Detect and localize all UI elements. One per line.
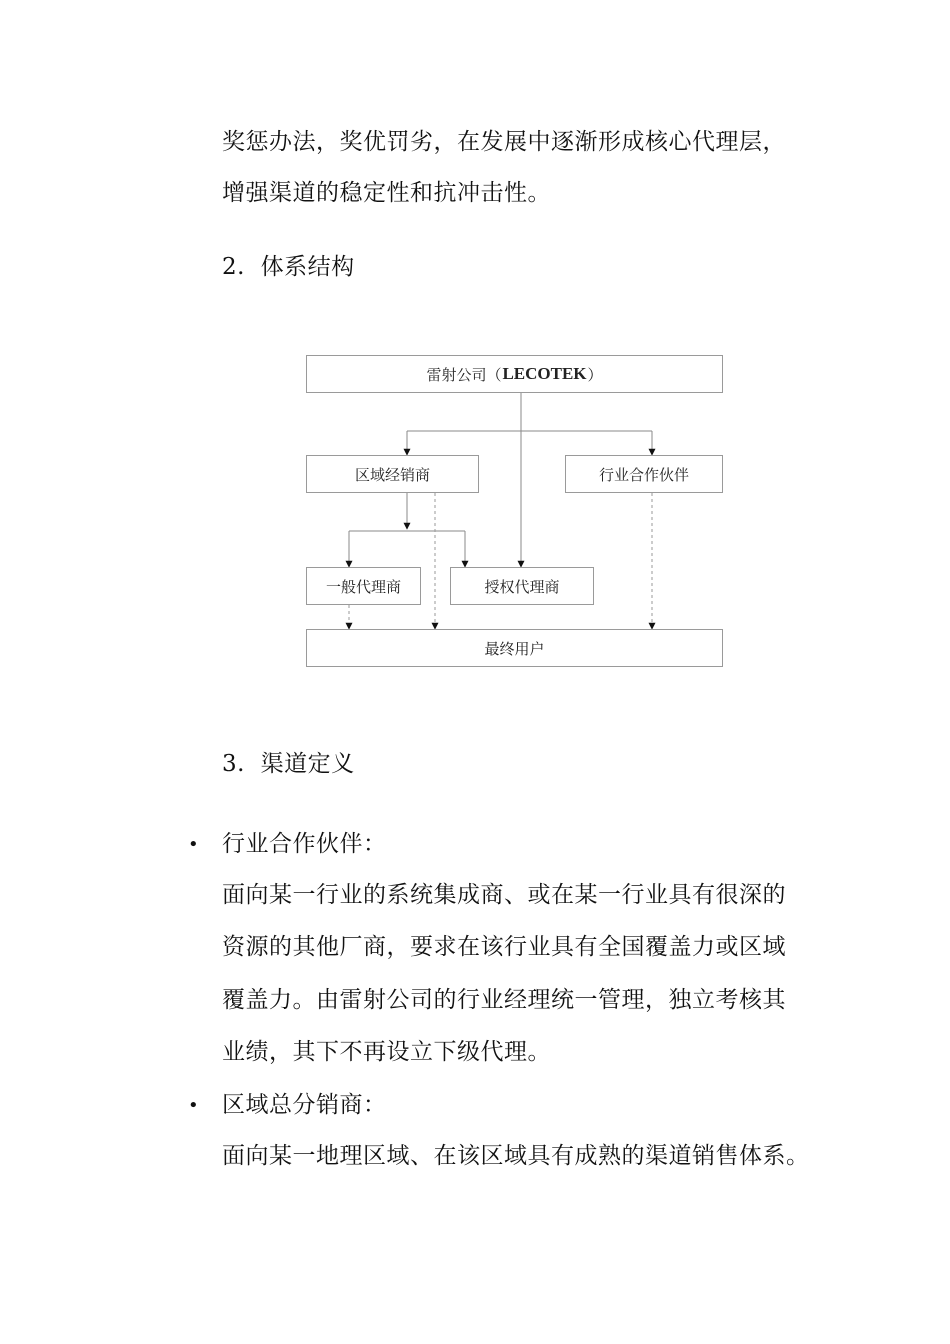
org-box-industry-partner: 行业合作伙伴 (565, 455, 723, 493)
org-box-company (306, 355, 723, 393)
company-prefix: 雷射公司（ (426, 365, 502, 384)
section-heading-definition: 3. 渠道定义 (222, 751, 355, 777)
company-suffix: ） (587, 365, 603, 384)
paragraph-line: 面向某一行业的系统集成商、或在某一行业具有很深的 (222, 882, 786, 908)
paragraph-line: 业绩，其下不再设立下级代理。 (222, 1039, 551, 1065)
bullet-title-industry-partner: 行业合作伙伴： (222, 831, 387, 857)
paragraph-line: 奖惩办法，奖优罚劣，在发展中逐渐形成核心代理层， (222, 129, 786, 155)
paragraph-line: 覆盖力。由雷射公司的行业经理统一管理，独立考核其 (222, 987, 786, 1013)
paragraph-line: 增强渠道的稳定性和抗冲击性。 (222, 180, 551, 206)
company-brand: LECOTEK (502, 364, 587, 383)
bullet-marker: • (188, 1095, 199, 1116)
org-box-authorized-agent: 授权代理商 (450, 567, 594, 605)
org-box-general-agent: 一般代理商 (306, 567, 421, 605)
org-box-end-user: 最终用户 (306, 629, 723, 667)
org-box-regional-distributor: 区域经销商 (306, 455, 479, 493)
bullet-title-regional-distributor: 区域总分销商： (222, 1092, 387, 1118)
section-heading-structure: 2. 体系结构 (222, 254, 355, 280)
bullet-marker: • (188, 834, 199, 855)
paragraph-line: 资源的其他厂商，要求在该行业具有全国覆盖力或区域 (222, 934, 786, 960)
paragraph-line: 面向某一地理区域、在该区域具有成熟的渠道销售体系。 (222, 1143, 810, 1169)
